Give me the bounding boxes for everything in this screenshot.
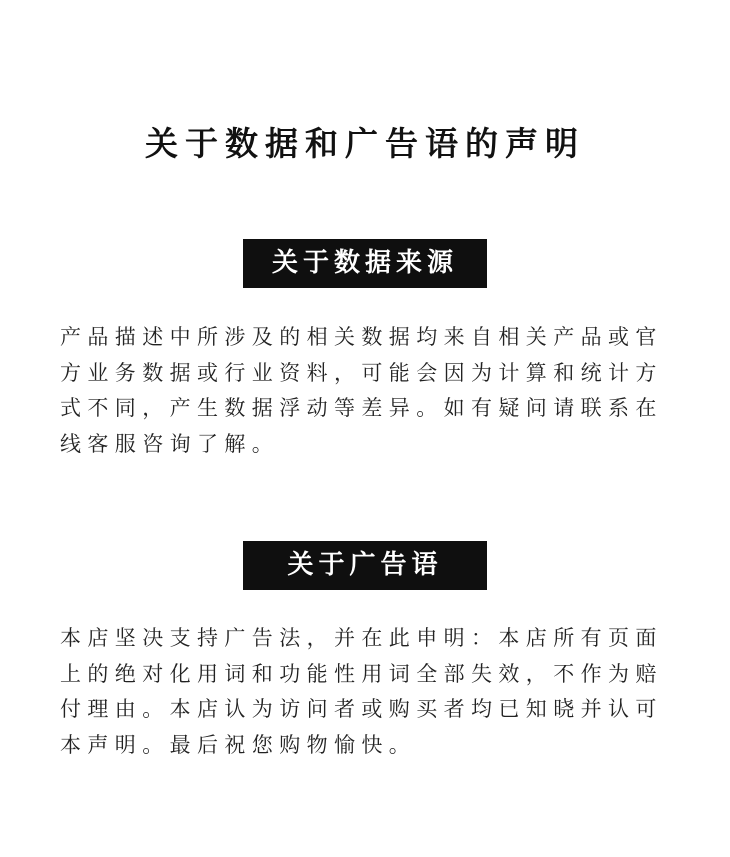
section-body-advertising: 本店坚决支持广告法，并在此申明：本店所有页面上的绝对化用词和功能性用词全部失效，不作为赔付理由。本店认为访问者或购买者均已知晓并认可本声明。最后祝您购物愉快。 xyxy=(60,626,663,757)
section-heading-data-source: 关于数据来源 xyxy=(243,239,487,288)
section-heading-advertising: 关于广告语 xyxy=(243,541,487,590)
page-title: 关于数据和广告语的声明 xyxy=(145,124,585,163)
section-body-data-source: 产品描述中所涉及的相关数据均来自相关产品或官方业务数据或行业资料，可能会因为计算和统计方式不同，产生数据浮动等差异。如有疑问请联系在线客服咨询了解。 xyxy=(60,325,663,456)
